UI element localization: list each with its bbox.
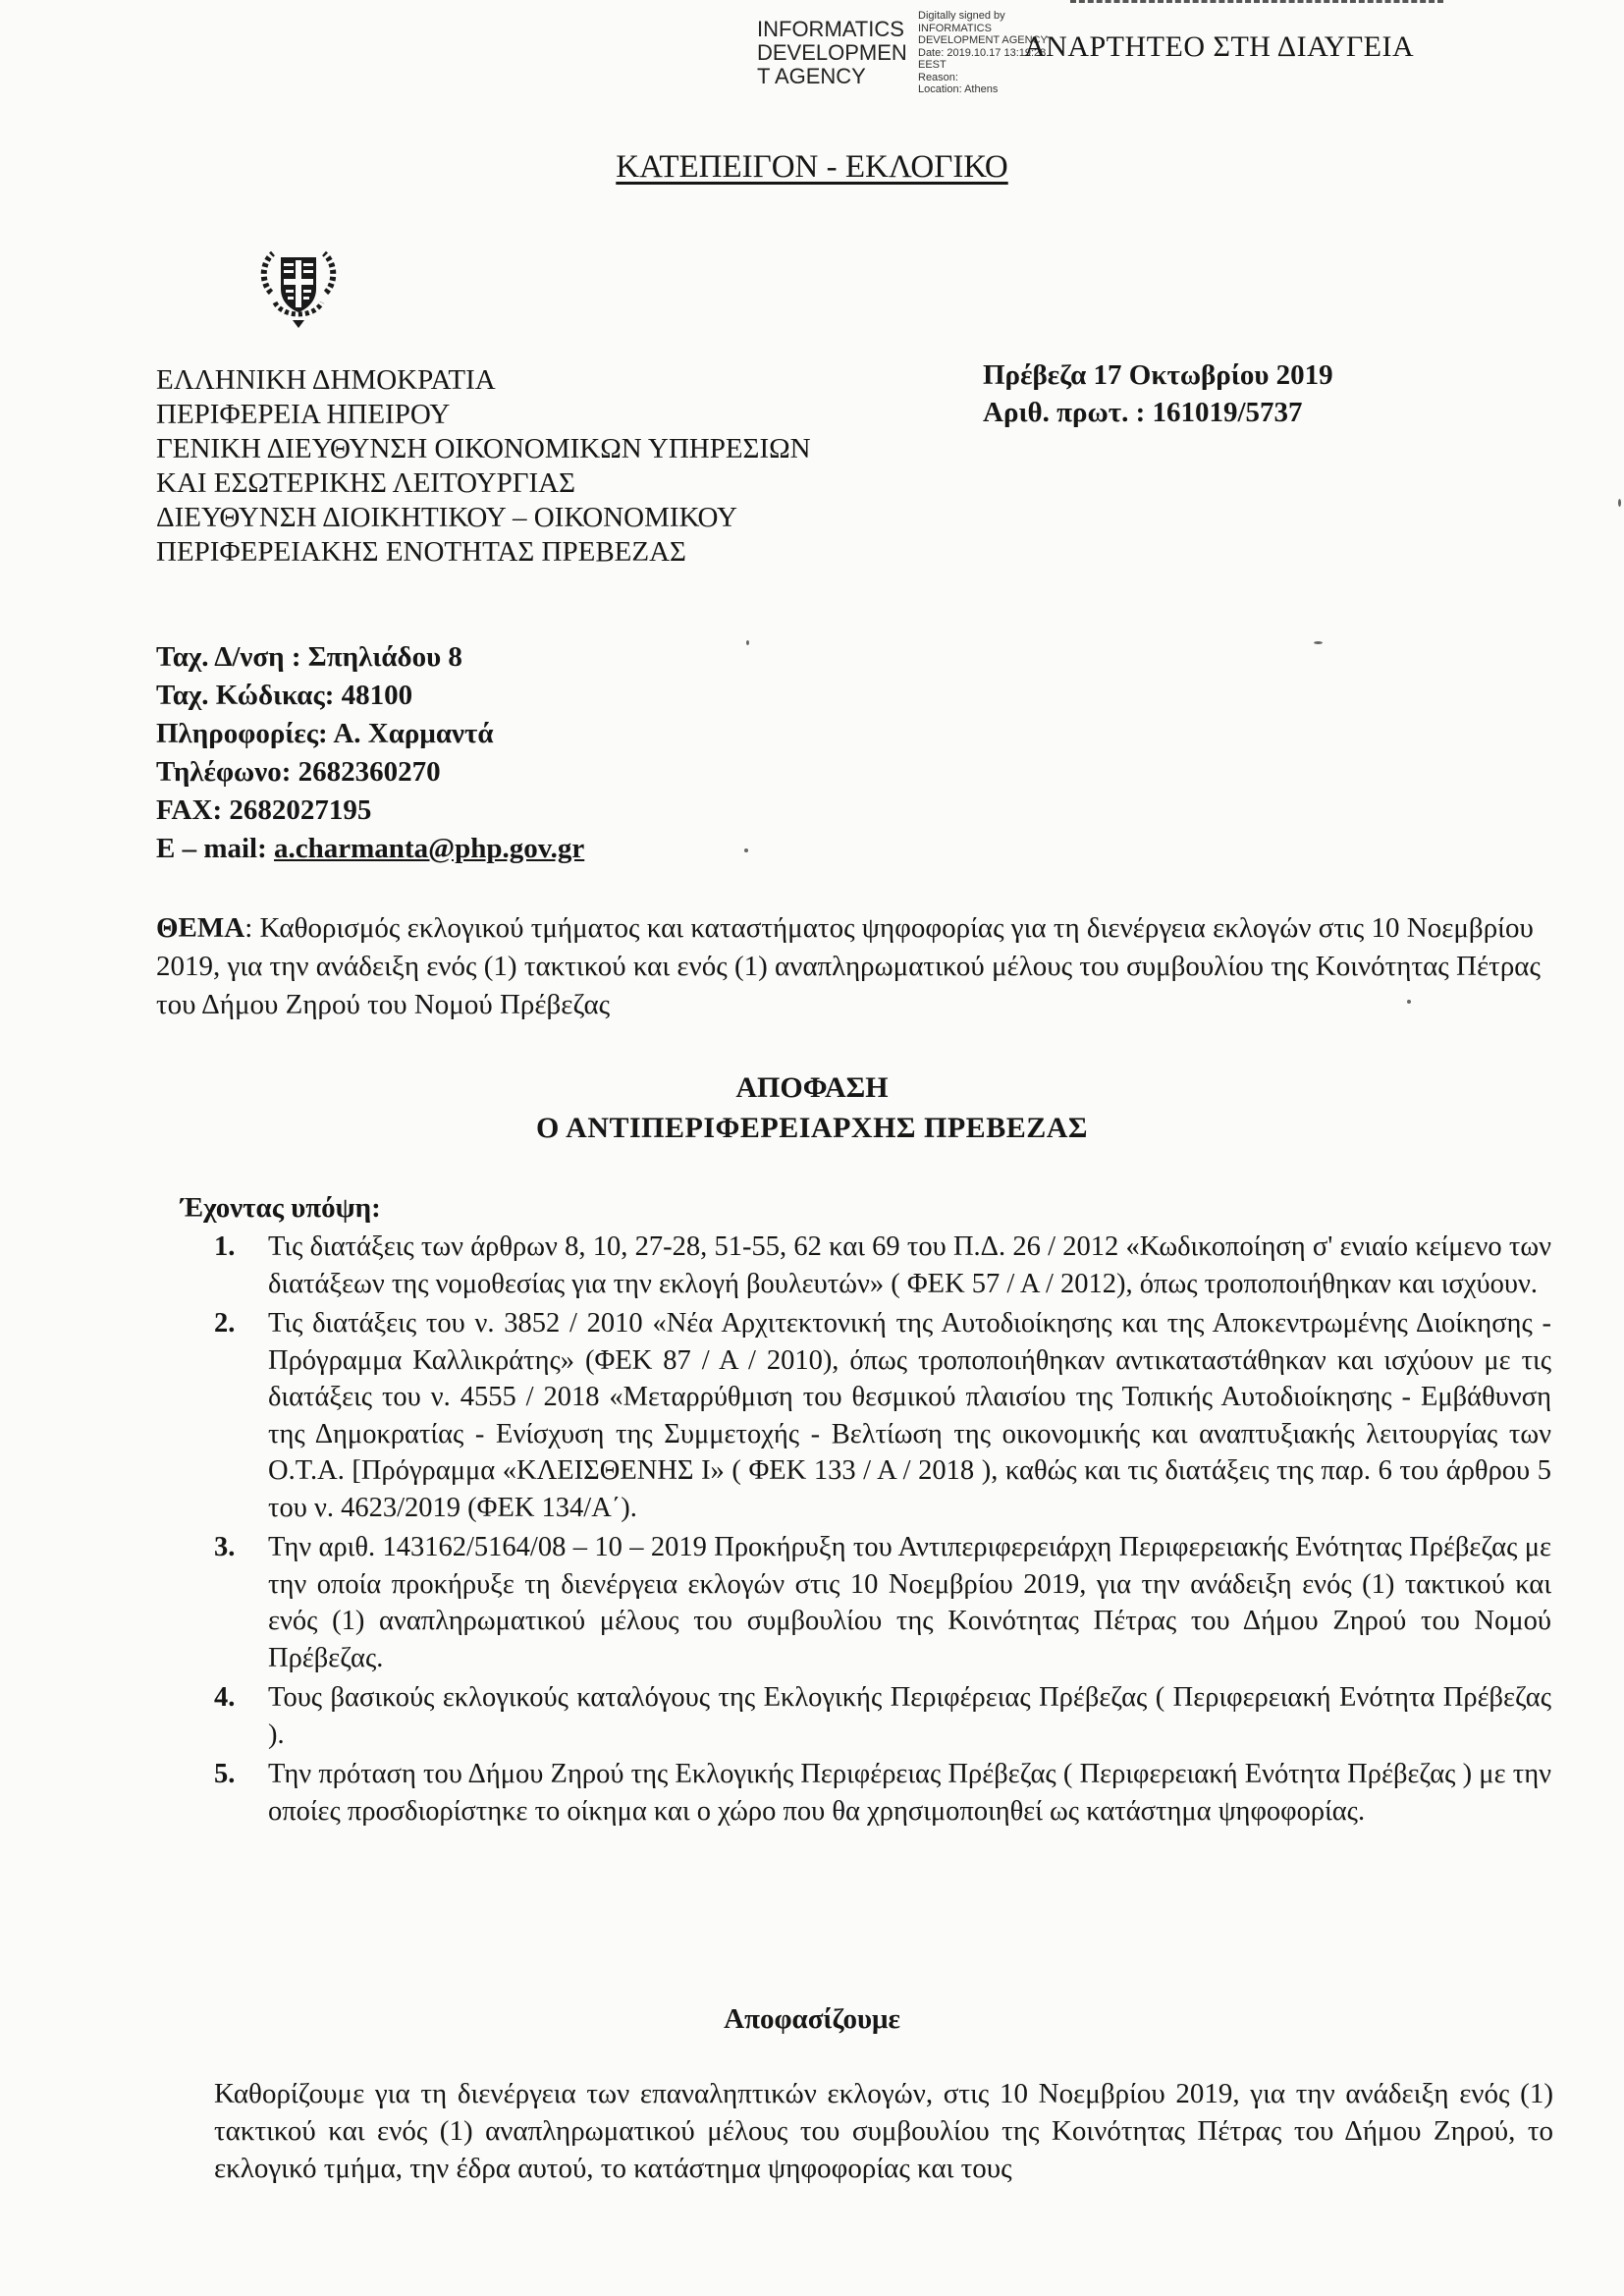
document-title bbox=[0, 149, 1624, 186]
contact-person: Πληροφορίες: Α. Χαρμαντά bbox=[156, 718, 494, 749]
issuer-block bbox=[156, 363, 811, 570]
recital-number: 3. bbox=[214, 1532, 236, 1562]
greek-emblem-icon bbox=[253, 244, 344, 335]
recital-text: Τους βασικούς εκλογικούς καταλόγους της Εκλογικής Περιφέρειας Πρέβεζας ( Περιφερειακή Ενότητα Πρέβεζας ). bbox=[268, 1682, 1551, 1750]
scan-speck bbox=[1314, 641, 1323, 644]
recital-number: 2. bbox=[214, 1308, 236, 1339]
signature-org-line: INFORMATICS bbox=[757, 17, 904, 41]
signature-detail-line: INFORMATICS bbox=[918, 22, 992, 34]
subject-text: : Καθορισμός εκλογικού τμήματος και καταστήματος ψηφοφορίας για τη διενέργεια εκλογών στις 10 Νοεμβρίου 2019, για την ανάδειξη ενός (1) τακτικού και ενός (1) αναπληρωματικού μέλους του συμβουλίου της Κοινότητας Πέτρας του Δήμου Ζηρού του Νομού Πρέβεζας bbox=[156, 912, 1541, 1020]
subject-paragraph bbox=[156, 909, 1541, 1024]
issuer-line: ΔΙΕΥΘΥΝΣΗ ΔΙΟΙΚΗΤΙΚΟΥ – ΟΙΚΟΝΟΜΙΚΟΥ bbox=[156, 502, 737, 533]
phone-number: Τηλέφωνο: 2682360270 bbox=[156, 756, 441, 788]
decide-heading: Αποφασίζουμε bbox=[724, 2003, 900, 2035]
issuer-line: ΠΕΡΙΦΕΡΕΙΑ ΗΠΕΙΡΟΥ bbox=[156, 399, 451, 430]
signature-detail-line: Digitally signed by bbox=[918, 10, 1005, 22]
email-line bbox=[156, 830, 584, 868]
recital-number: 4. bbox=[214, 1682, 236, 1713]
contact-block bbox=[156, 638, 584, 868]
issuer-line: ΠΕΡΙΦΕΡΕΙΑΚΗΣ ΕΝΟΤΗΤΑΣ ΠΡΕΒΕΖΑΣ bbox=[156, 536, 686, 568]
recital-number: 5. bbox=[214, 1759, 236, 1789]
recital-number: 1. bbox=[214, 1231, 236, 1262]
fax-number: FAX: 2682027195 bbox=[156, 794, 372, 826]
issuer-line: ΓΕΝΙΚΗ ΔΙΕΥΘΥΝΣΗ ΟΙΚΟΝΟΜΙΚΩΝ ΥΠΗΡΕΣΙΩΝ bbox=[156, 433, 811, 465]
signature-detail-line: EEST bbox=[918, 59, 947, 71]
document-title-text: ΚΑΤΕΠΕΙΓΟΝ - ΕΚΛΟΓΙΚΟ bbox=[616, 149, 1008, 185]
signature-detail-line: DEVELOPMENT AGENCY bbox=[918, 34, 1048, 46]
email-label: E – mail: bbox=[156, 833, 275, 864]
list-item bbox=[214, 1229, 1551, 1302]
list-item bbox=[214, 1756, 1551, 1830]
posting-note: ΑΝΑΡΤΗΤΕΟ ΣΤΗ ΔΙΑΥΓΕΙΑ bbox=[1024, 30, 1415, 63]
issuing-authority: Ο ΑΝΤΙΠΕΡΙΦΕΡΕΙΑΡΧΗΣ ΠΡΕΒΕΖΑΣ bbox=[535, 1112, 1088, 1144]
protocol-number: Αριθ. πρωτ. : 161019/5737 bbox=[983, 397, 1303, 428]
signature-organization bbox=[757, 18, 907, 88]
list-item bbox=[214, 1305, 1551, 1526]
recital-text: Την αριθ. 143162/5164/08 – 10 – 2019 Προκήρυξη του Αντιπεριφερειάρχη Περιφερειακής Ενότητας Πρέβεζας με την οποία προκήρυξε τη διενέργεια εκλογών στις 10 Νοεμβρίου 2019, για την ανάδειξη ενός (1) τακτικού και ενός (1) αναπληρωματικού μέλους του συμβουλίου της Κοινότητας Πέτρας του Δήμου Ζηρού του Νομού Πρέβεζας. bbox=[268, 1532, 1551, 1673]
postal-code: Ταχ. Κώδικας: 48100 bbox=[156, 680, 413, 711]
decision-title: ΑΠΟΦΑΣΗ bbox=[735, 1071, 889, 1104]
recital-text: Τις διατάξεις του ν. 3852 / 2010 «Νέα Αρχιτεκτονική της Αυτοδιοίκησης και της Αποκεντρωμένης Διοίκησης - Πρόγραμμα Καλλικράτης» (ΦΕΚ 87 / Α / 2010), όπως τροποποιήθηκαν αντικαταστάθηκαν και ισχύουν με τις διατάξεις του ν. 4555 / 2018 «Μεταρρύθμιση του θεσμικού πλαισίου της Τοπικής Αυτοδιοίκησης - Εμβάθυνση της Δημοκρατίας - Ενίσχυση της Συμμετοχής - Βελτίωση της οικονομικής και αναπτυξιακής λειτουργίας των Ο.Τ.Α. [Πρόγραμμα «ΚΛΕΙΣΘΕΝΗΣ Ι» ( ΦΕΚ 133 / Α / 2018 ), καθώς και τις διατάξεις της παρ. 6 του άρθρου 5 του ν. 4623/2019 (ΦΕΚ 134/Α΄). bbox=[268, 1308, 1551, 1523]
signature-org-line: T AGENCY bbox=[757, 64, 866, 88]
postal-address: Ταχ. Δ/νση : Σπηλιάδου 8 bbox=[156, 641, 462, 673]
scan-speck bbox=[1618, 499, 1621, 507]
issuer-line: ΕΛΛΗΝΙΚΗ ΔΗΜΟΚΡΑΤΙΑ bbox=[156, 364, 496, 396]
subject-label: ΘΕΜΑ bbox=[156, 912, 245, 944]
recitals-list bbox=[214, 1229, 1551, 1832]
considering-label: Έχοντας υπόψη: bbox=[181, 1192, 381, 1224]
scan-speck bbox=[746, 640, 749, 645]
signature-detail-line: Date: 2019.10.17 13:19:28 bbox=[918, 46, 1047, 59]
email-link[interactable]: a.charmanta@php.gov.gr bbox=[274, 833, 585, 864]
decision-paragraph: Καθορίζουμε για τη διενέργεια των επαναληπτικών εκλογών, στις 10 Νοεμβρίου 2019, για την ανάδειξη ενός (1) τακτικού και ενός (1) αναπληρωματικού μέλους του συμβουλίου της Κοινότητας Πέτρας του Δήμου Ζηρού, το εκλογικό τμήμα, την έδρα αυτού, το κατάστημα ψηφοφορίας και τους bbox=[214, 2078, 1553, 2184]
signature-org-line: DEVELOPMEN bbox=[757, 40, 907, 65]
signature-detail-line: Location: Athens bbox=[918, 83, 999, 95]
list-item bbox=[214, 1679, 1551, 1753]
signature-detail-line: Reason: bbox=[918, 71, 958, 83]
decision-heading bbox=[0, 1067, 1624, 1148]
scan-edge-mark bbox=[1070, 0, 1443, 9]
issuer-line: ΚΑΙ ΕΣΩΤΕΡΙΚΗΣ ΛΕΙΤΟΥΡΓΙΑΣ bbox=[156, 467, 575, 499]
scan-speck bbox=[744, 848, 748, 852]
date-protocol-block bbox=[983, 356, 1333, 431]
document-date: Πρέβεζα 17 Οκτωβρίου 2019 bbox=[983, 359, 1333, 391]
recital-text: Την πρόταση του Δήμου Ζηρού της Εκλογικής Περιφέρειας Πρέβεζας ( Περιφερειακή Ενότητα Πρέβεζας ) με την οποίες προσδιορίστηκε το οίκημα και ο χώρο που θα χρησιμοποιηθεί ως κατάστημα ψηφοφορίας. bbox=[268, 1759, 1551, 1827]
recital-text: Τις διατάξεις των άρθρων 8, 10, 27-28, 51-55, 62 και 69 του Π.Δ. 26 / 2012 «Κωδικοποίηση σ' ενιαίο κείμενο των διατάξεων της νομοθεσίας για την εκλογή βουλευτών» ( ΦΕΚ 57 / Α / 2012), όπως τροποποιήθηκαν και ισχύουν. bbox=[268, 1231, 1551, 1299]
list-item bbox=[214, 1529, 1551, 1676]
